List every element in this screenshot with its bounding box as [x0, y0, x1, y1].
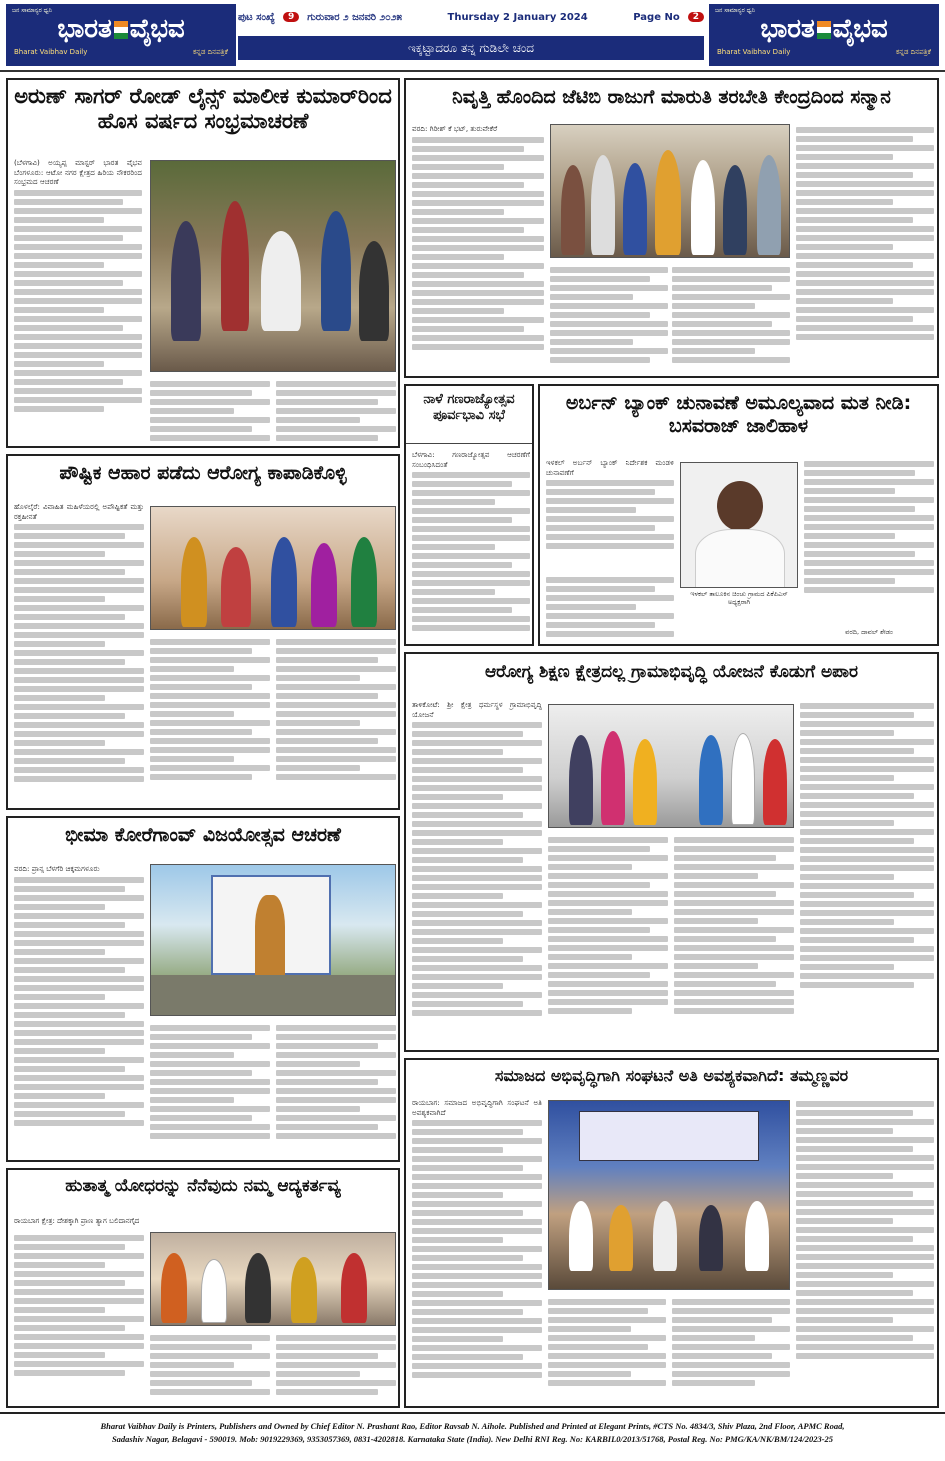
issue-label: ಪುಟ ಸಂಖ್ಯೆ: [238, 11, 275, 23]
footer-line-1: Bharat Vaibhav Daily is Printers, Publishers and Owned by Chief Editor N. Prashant Rao, Editor Ravsab N. Aihole. Published and Printed at Elegant Prints, #CTS No. 4834/3, Shiv Plaza, 2nd Floor, APMC Road,: [100, 1421, 845, 1431]
headline: ಭೀಮಾ ಕೋರೆಗಾಂವ್ ವಿಜಯೋತ್ಸವ ಆಚರಣೆ: [65, 824, 341, 846]
subtitle-en: Bharat Vaibhav Daily: [14, 48, 88, 56]
photo-felicitation: [550, 124, 790, 258]
article-body: ತಾಳಿಕೋಟೆ: ಶ್ರೀ ಕ್ಷೇತ್ರ ಧರ್ಮಸ್ಥಳ ಗ್ರಾಮಾಭಿವೃದ್ಧಿ ಯೋಜನೆ: [412, 700, 542, 1050]
flag-icon: [114, 21, 128, 39]
subtitle-kn: ಕನ್ನಡ ದಿನಪತ್ರಿಕೆ: [192, 48, 228, 56]
masthead: [0, 0, 945, 72]
article-body: (ಬೆಳಗಾವಿ) ಅಯ್ಯಪ್ಪ ಮಾಸ್ಟರ್ ಭಾರತ ವೈಭವ ಬೆಂಗಳೂರು: ಆಟೋ ನಗರ ಕ್ಷೇತ್ರದ ಹಿರಿಯ ನೌಕರರಿಂದ ಸಂಭ್ರಮದ ಆಚರಣೆ: [14, 158, 142, 448]
headline: ಅರ್ಬನ್ ಬ್ಯಾಂಕ್ ಚುನಾವಣೆ ಅಮೂಲ್ಯವಾದ ಮತ ನೀಡಿ: ಬಸವರಾಜ್ ಜಾಲಿಹಾಳ: [565, 392, 912, 437]
slogan: ಇಕ್ಕಟ್ಟಾದರೂ ತನ್ನ ಗುಡಿಲೇ ಚಂದ: [238, 36, 704, 60]
english-date: Thursday 2 January 2024: [447, 11, 588, 23]
article-organization: [404, 1058, 939, 1408]
photo-program: [548, 704, 794, 828]
article-bhima-koregaon: [6, 816, 400, 1162]
headline: ಪೌಷ್ಟಿಕ ಆಹಾರ ಪಡೆದು ಆರೋಗ್ಯ ಕಾಪಾಡಿಕೊಳ್ಳಿ: [59, 462, 347, 484]
article-nutrition: [6, 454, 400, 810]
photo-ambedkar-statue: [150, 864, 396, 1016]
article-body: ಇಳಕಲ್ ಅರ್ಬನ್ ಬ್ಯಾಂಕ್ ನಿರ್ದೇಶಕ ಮಂಡಳಿ ಚುನಾವಣೆಗೆ: [546, 458, 674, 570]
article-body: ರಾಯಬಾಗ: ಸಮಾಜದ ಅಭಿವೃದ್ಧಿಗಾಗಿ ಸಂಘಟನೆ ಅತಿ ಅವಶ್ಯಕವಾಗಿದೆ: [412, 1098, 542, 1406]
photo-celebration: [150, 160, 396, 372]
photo-nutrition-event: [150, 506, 396, 630]
article-body: ಬೆಳಗಾವಿ: ಗಣರಾಜ್ಯೋತ್ಸವ ಆಚರಣೆಗೆ ಸಂಬಂಧಿಸಿದಂತೆ: [412, 450, 530, 644]
logo-title: ಭಾರತ ವೈಭವ: [57, 14, 185, 44]
tagline: ಜನ ಸಾಮಾನ್ಯರ ಧ್ವನಿ: [12, 7, 52, 14]
article-road-lines: [6, 78, 400, 448]
headline: ಆರೋಗ್ಯ ಶಿಕ್ಷಣ ಕ್ಷೇತ್ರದಲ್ಲ ಗ್ರಾಮಾಭಿವೃದ್ಧಿ ಯೋಜನೆ ಕೊಡುಗೆ ಅಪಾರ: [484, 662, 859, 682]
page-label: Page No: [633, 11, 680, 23]
article-martyrs: [6, 1168, 400, 1408]
article-rural-development: [404, 652, 939, 1052]
kannada-date: ಗುರುವಾರ ೨ ಜನವರಿ ೨೦೨೫: [307, 11, 402, 23]
headline: ನಾಳೆ ಗಣರಾಜ್ಯೋತ್ಸವ ಪೂರ್ವಭಾವಿ ಸಭೆ: [406, 386, 532, 444]
headline: ಅರುಣ್ ಸಾಗರ್ ರೋಡ್ ಲೈನ್ಸ್ ಮಾಲೀಕ ಕುಮಾರ್‌ರಿಂದ ಹೊಸ ವರ್ಷದ ಸಂಭ್ರಮಾಚರಣೆ: [14, 84, 392, 134]
article-body: ವರದಿ: ಪ್ರಾನ್ಸ ಬೆಳಗೆರಿ ಚಿಕ್ಕಮಗಳೂರು: [14, 864, 144, 1160]
headline: ಹುತಾತ್ಮ ಯೋಧರನ್ನು ನೆನೆವುದು ನಮ್ಮ ಆದ್ಯಕರ್ತವ್ಯ: [65, 1176, 341, 1196]
article-body: ವರದಿ: ಗಿರೀಶ್ ಕೆ ಭಟ್, ತುರುವೇಕೆರೆ: [412, 124, 544, 376]
article-retirement: [404, 78, 939, 378]
page-number: 2: [688, 12, 704, 22]
issue-number: 9: [283, 12, 299, 22]
article-urban-bank: [538, 384, 939, 646]
photo-caption: ಇಳಕಲ್ ತಾಲೂಕಿನ ಚಿಂಚು ಗ್ರಾಮದ ಪಿಕೆಪಿಎಸ್ ಅಧ್ಯಕ್ಷರಾಗಿ: [690, 590, 788, 607]
photo-portrait: [680, 462, 798, 588]
issue-info: [238, 6, 704, 28]
footer-imprint: [0, 1412, 945, 1461]
byline: ವರದಿ, ದಾವಲ್ ಶೇಡಂ: [845, 628, 893, 636]
headline: ಸಮಾಜದ ಅಭಿವೃದ್ಧಿಗಾಗಿ ಸಂಘಟನೆ ಅತಿ ಅವಶ್ಯಕವಾಗಿದೆ: ತಮ್ಮಣ್ಣವರ: [494, 1066, 849, 1085]
article-lead: ರಾಯಬಾಗ ಕ್ಷೇತ್ರ: ದೇಶಕ್ಕಾಗಿ ಪ್ರಾಣ ತ್ಯಾಗ ಬಲಿದಾನಗೈದ: [14, 1216, 140, 1225]
article-republic-day-meeting: [404, 384, 534, 646]
photo-seminar: [548, 1100, 790, 1290]
logo-left: [6, 4, 236, 66]
headline: ನಿವೃತ್ತಿ ಹೊಂದಿದ ಜೆಟಿಬಿ ರಾಜುಗೆ ಮಾರುತಿ ತರಬೇತಿ ಕೇಂದ್ರದಿಂದ ಸನ್ಮಾನ: [452, 86, 891, 108]
footer-line-2: Sadashiv Nagar, Belagavi - 590019. Mob: 9019229369, 9353057369, 0831-4202818. Karnataka State (India). New Delhi RNI Reg. No: KARBIL0/2013/51768, Postal Reg. No: PMG/KA/NK/BM/124/2023-25: [111, 1433, 834, 1444]
logo-right: ಜನ ಸಾಮಾನ್ಯರ ಧ್ವನಿ ಭಾರತ ವೈಭವ Bharat Vaibhav Daily ಕನ್ನಡ ದಿನಪತ್ರಿಕೆ: [709, 4, 939, 66]
flag-icon: [817, 21, 831, 39]
article-body: ಹೊಳಲ್ಕೆರೆ: ವಿವಾಹಿತ ಮಹಿಳೆಯರಲ್ಲಿ ಅಪೌಷ್ಟಿಕತೆ ಮತ್ತು ರಕ್ತಹೀನತೆ: [14, 502, 144, 808]
photo-martyrs-event: [150, 1232, 396, 1326]
